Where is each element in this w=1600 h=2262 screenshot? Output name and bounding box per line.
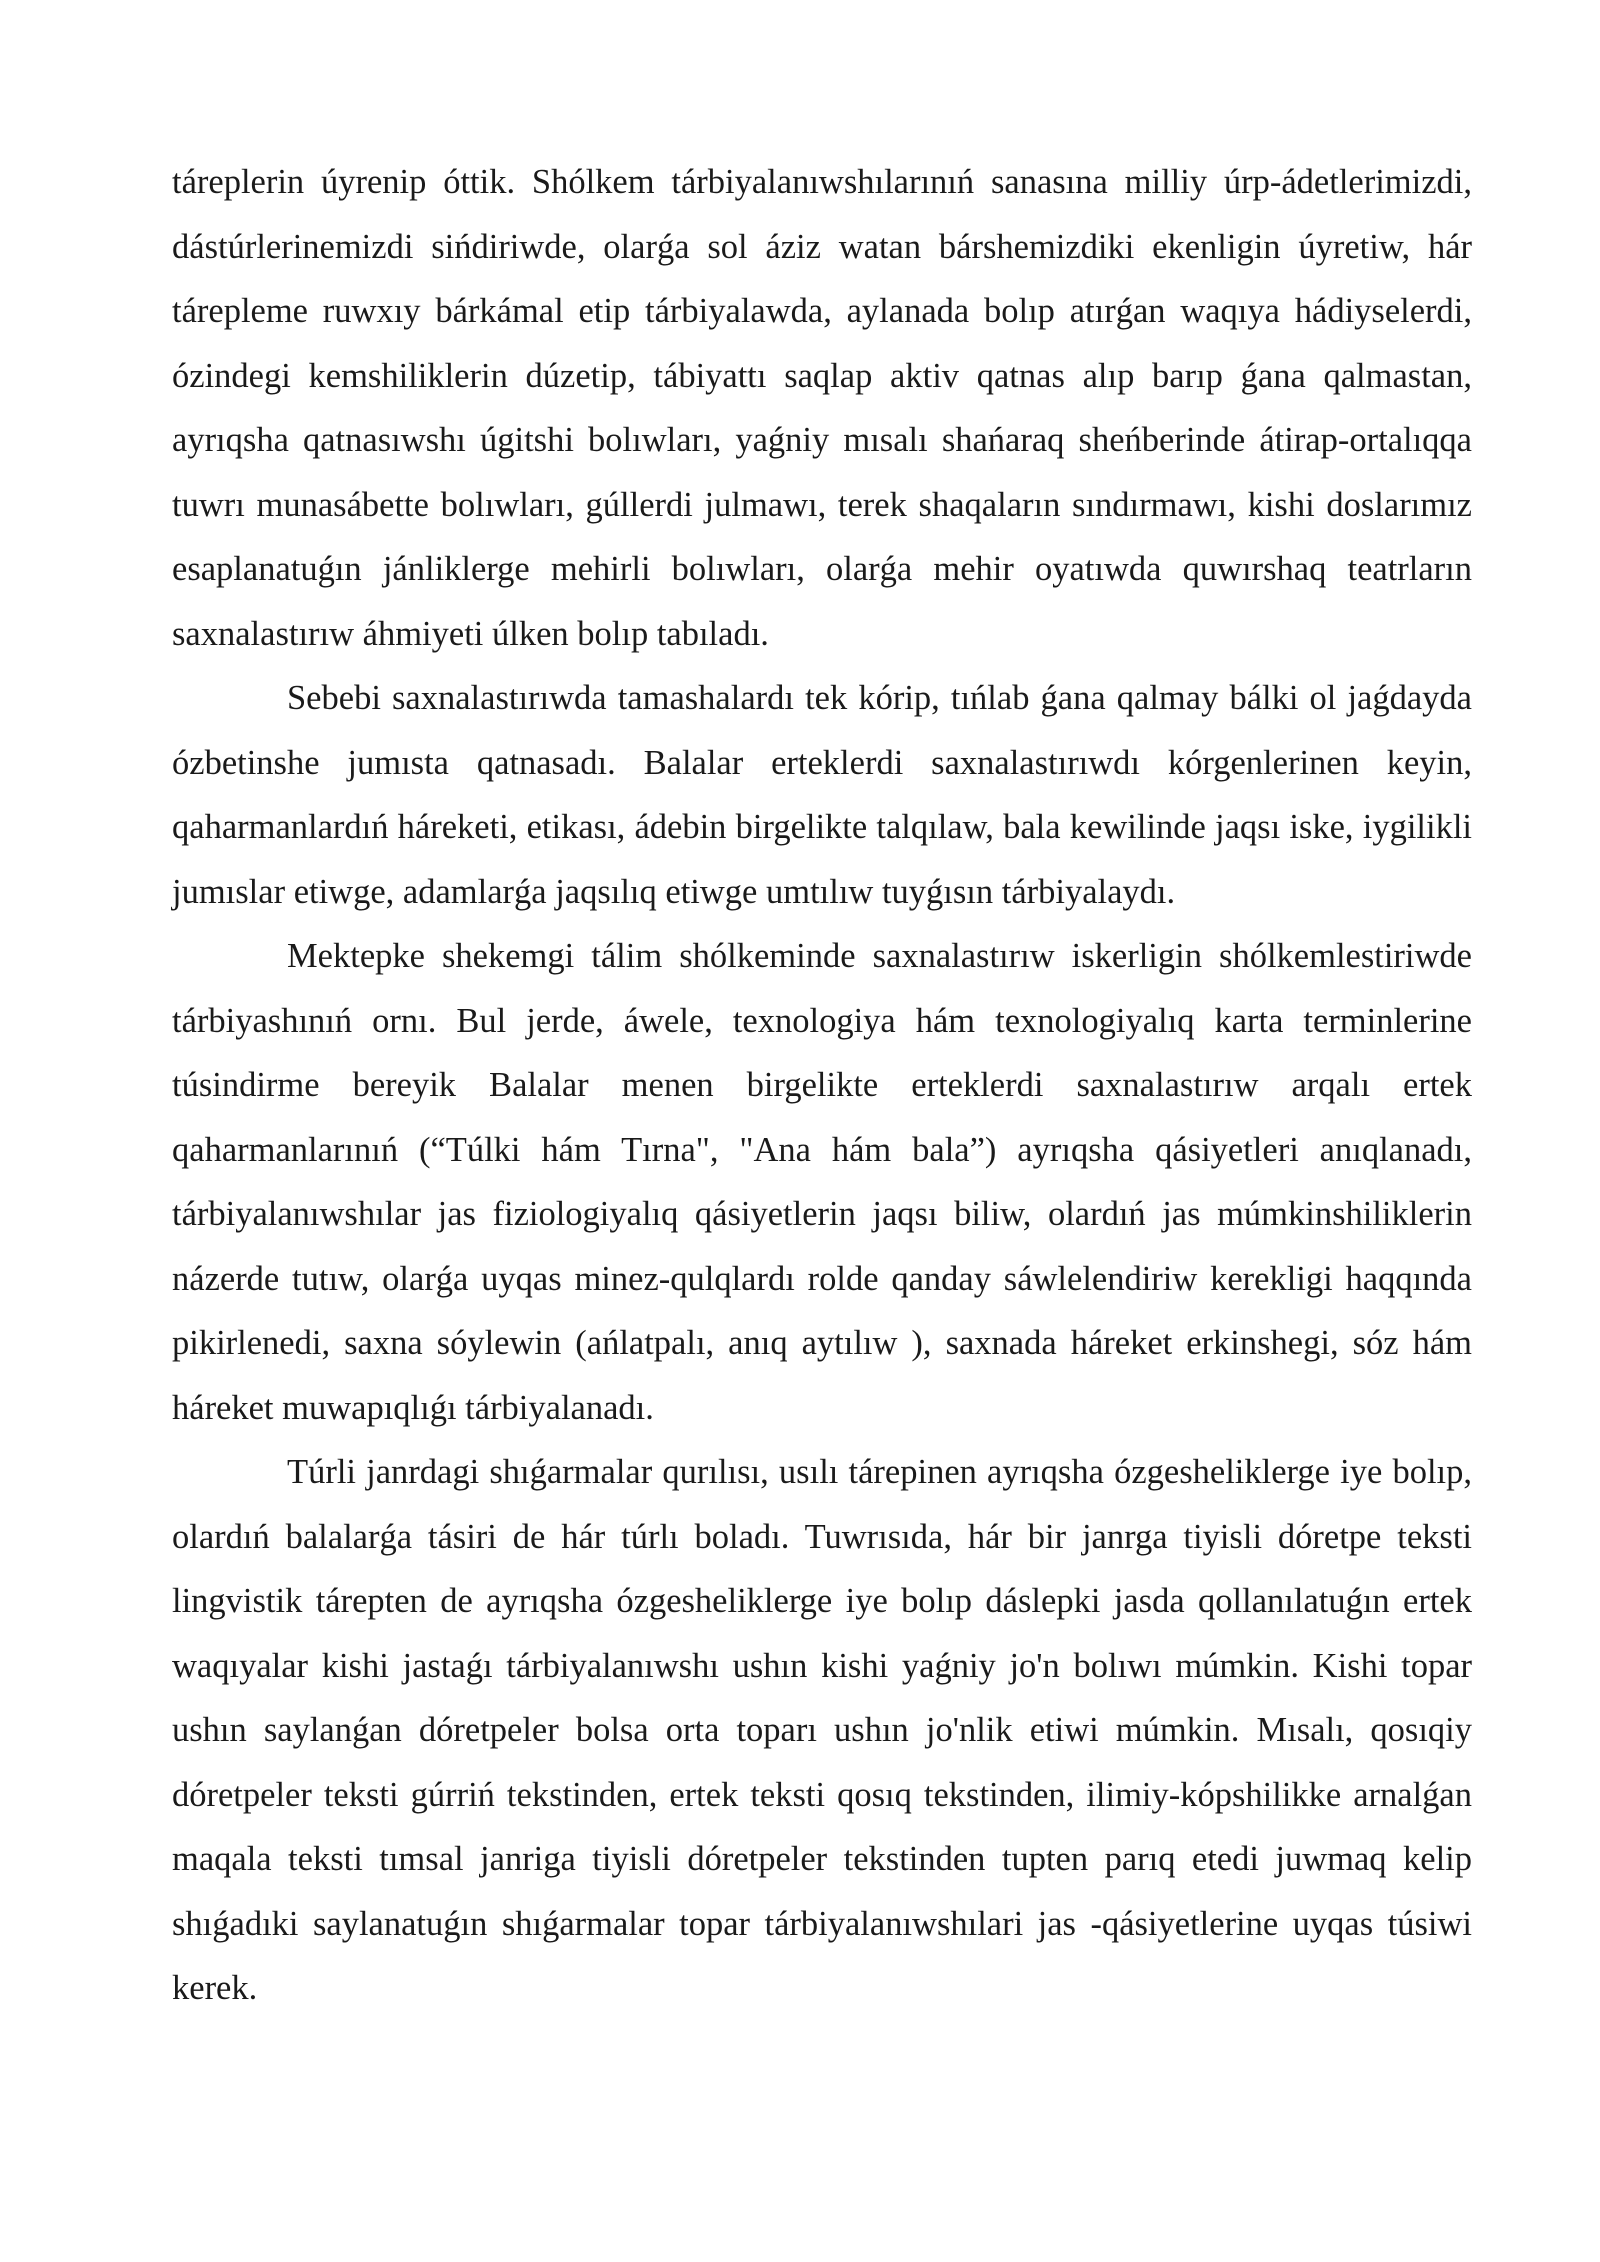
- paragraph-4: Túrli janrdagi shıǵarmalar qurılısı, usılı tárepinen ayrıqsha ózgesheliklerge iye bolıp, olardıń balalarǵa tásiri de hár túrlı boladı. Tuwrısıda, hár bir janrga tiyisli dóretpe teksti lingvistik tárepten de ayrıqsha ózgesheliklerge iye bolıp dáslepki jasda qollanılatuǵın ertek waqıyalar kishi jastaǵı tárbiyalanıwshı ushın kishi yaǵniy jo'n bolıwı múmkin. Kishi topar ushın saylanǵan dóretpeler bolsa orta toparı ushın jo'nlik etiwi múmkin. Mısalı, qosıqiy dóretpeler teksti gúrriń tekstinden, ertek teksti qosıq tekstinden, ilimiy-kópshilikke arnalǵan maqala teksti tımsal janriga tiyisli dóretpeler tekstinden tupten parıq etedi juwmaq kelip shıǵadıki saylanatuǵın shıǵarmalar topar tárbiyalanıwshılari jas -qásiyetlerine uyqas túsiwi kerek.: [172, 1453, 1472, 2007]
- paragraph-3: Mektepke shekemgi tálim shólkeminde saxnalastırıw iskerligin shólkemlestiriwde tárbiyashınıń ornı. Bul jerde, áwele, texnologiya hám texnologiyalıq karta terminlerine túsindirme bereyik Balalar menen birgelikte erteklerdi saxnalastırıw arqalı ertek qaharmanlarınıń (“Túlki hám Tırna", "Ana hám bala”) ayrıqsha qásiyetleri anıqlanadı, tárbiyalanıwshılar jas fiziologiyalıq qásiyetlerin jaqsı biliw, olardıń jas múmkinshiliklerin názerde tutıw, olarǵa uyqas minez-qulqlardı rolde qanday sáwlelendiriw kerekligi haqqında pikirlenedi, saxna sóylewin (ańlatpalı, anıq aytılıw ), saxnada háreket erkinshegi, sóz hám háreket muwapıqlıǵı tárbiyalanadı.: [172, 937, 1472, 1427]
- document-body: [172, 150, 1472, 2021]
- paragraph-1: táreplerin úyrenip óttik. Shólkem tárbiyalanıwshılarınıń sanasına milliy úrp-ádetlerimizdi, dástúrlerinemizdi sińdiriwde, olarǵa sol áziz watan bárshemizdiki ekenligin úyretiw, hár tárepleme ruwxıy bárkámal etip tárbiyalawda, aylanada bolıp atırǵan waqıya hádiyselerdi, ózindegi kemshiliklerin dúzetip, tábiyattı saqlap aktiv qatnas alıp barıp ǵana qalmastan, ayrıqsha qatnasıwshı úgitshi bolıwları, yaǵniy mısalı shańaraq sheńberinde átirap-ortalıqqa tuwrı munasábette bolıwları, gúllerdi julmawı, terek shaqaların sındırmawı, kishi doslarımız esaplanatuǵın jánliklerge mehirli bolıwları, olarǵa mehir oyatıwda quwırshaq teatrların saxnalastırıw áhmiyeti úlken bolıp tabıladı.: [172, 163, 1472, 653]
- paragraph-2: Sebebi saxnalastırıwda tamashalardı tek kórip, tıńlab ǵana qalmay bálki ol jaǵdayda ózbetinshe jumısta qatnasadı. Balalar erteklerdi saxnalastırıwdı kórgenlerinen keyin, qaharmanlardıń háreketi, etikası, ádebin birgelikte talqılaw, bala kewilinde jaqsı iske, iygilikli jumıslar etiwge, adamlarǵa jaqsılıq etiwge umtılıw tuyǵısın tárbiyalaydı.: [172, 679, 1472, 911]
